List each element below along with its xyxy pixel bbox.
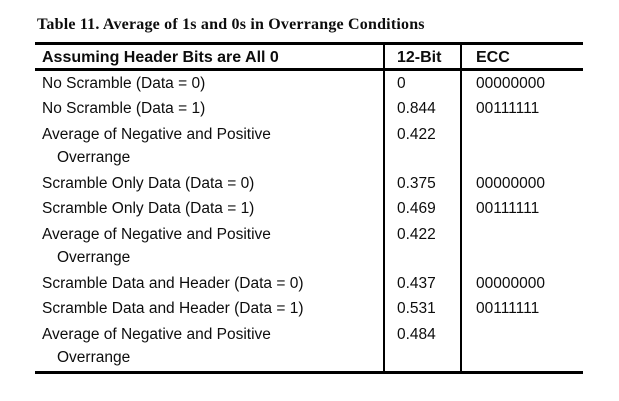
cell-condition: No Scramble (Data = 1)	[42, 100, 206, 117]
cell-ecc	[462, 323, 583, 371]
table-row	[35, 296, 583, 321]
cell-ecc: 00111111	[476, 100, 540, 117]
table-row	[35, 171, 583, 196]
cell-ecc: 00000000	[476, 175, 545, 192]
header-cell-12bit: 12-Bit	[397, 49, 442, 66]
cell-condition: Scramble Only Data (Data = 1)	[42, 200, 255, 217]
table-row	[35, 196, 583, 221]
table-row	[35, 71, 583, 96]
condition-line2: Overrange	[57, 149, 131, 166]
table-body	[35, 71, 583, 371]
cell-condition	[35, 123, 385, 171]
table-row	[35, 221, 583, 271]
cell-ecc: 00000000	[476, 75, 545, 92]
table-row	[35, 271, 583, 296]
table-title: Table 11. Average of 1s and 0s in Overrange Conditions	[37, 16, 425, 33]
cell-condition: Scramble Data and Header (Data = 0)	[42, 275, 304, 292]
table-row	[35, 121, 583, 171]
condition-line2: Overrange	[57, 349, 131, 366]
cell-condition	[35, 223, 385, 271]
cell-12bit: 0.437	[397, 275, 436, 292]
cell-ecc: 00111111	[476, 300, 540, 317]
table-header-row	[35, 45, 583, 71]
column-divider-2	[460, 45, 462, 371]
header-cell-ecc: ECC	[476, 49, 510, 66]
cell-12bit: 0.422	[397, 126, 436, 143]
data-table	[35, 42, 583, 374]
cell-condition: Scramble Only Data (Data = 0)	[42, 175, 255, 192]
column-divider-1	[383, 45, 385, 371]
cell-12bit: 0.844	[397, 100, 436, 117]
cell-ecc	[462, 123, 583, 171]
table-row	[35, 96, 583, 121]
cell-12bit: 0.422	[397, 226, 436, 243]
cell-12bit: 0.531	[397, 300, 436, 317]
cell-ecc: 00111111	[476, 200, 540, 217]
cell-condition: Scramble Data and Header (Data = 1)	[42, 300, 304, 317]
cell-12bit: 0	[397, 75, 406, 92]
header-cell-condition: Assuming Header Bits are All 0	[42, 49, 279, 66]
cell-condition: No Scramble (Data = 0)	[42, 75, 206, 92]
cell-12bit: 0.469	[397, 200, 436, 217]
condition-line1: Average of Negative and Positive	[42, 126, 271, 143]
condition-line2: Overrange	[57, 249, 131, 266]
condition-line1: Average of Negative and Positive	[42, 226, 271, 243]
table-row	[35, 321, 583, 371]
cell-12bit: 0.484	[397, 326, 436, 343]
condition-line1: Average of Negative and Positive	[42, 326, 271, 343]
cell-condition	[35, 323, 385, 371]
cell-12bit: 0.375	[397, 175, 436, 192]
cell-ecc: 00000000	[476, 275, 545, 292]
cell-ecc	[462, 223, 583, 271]
